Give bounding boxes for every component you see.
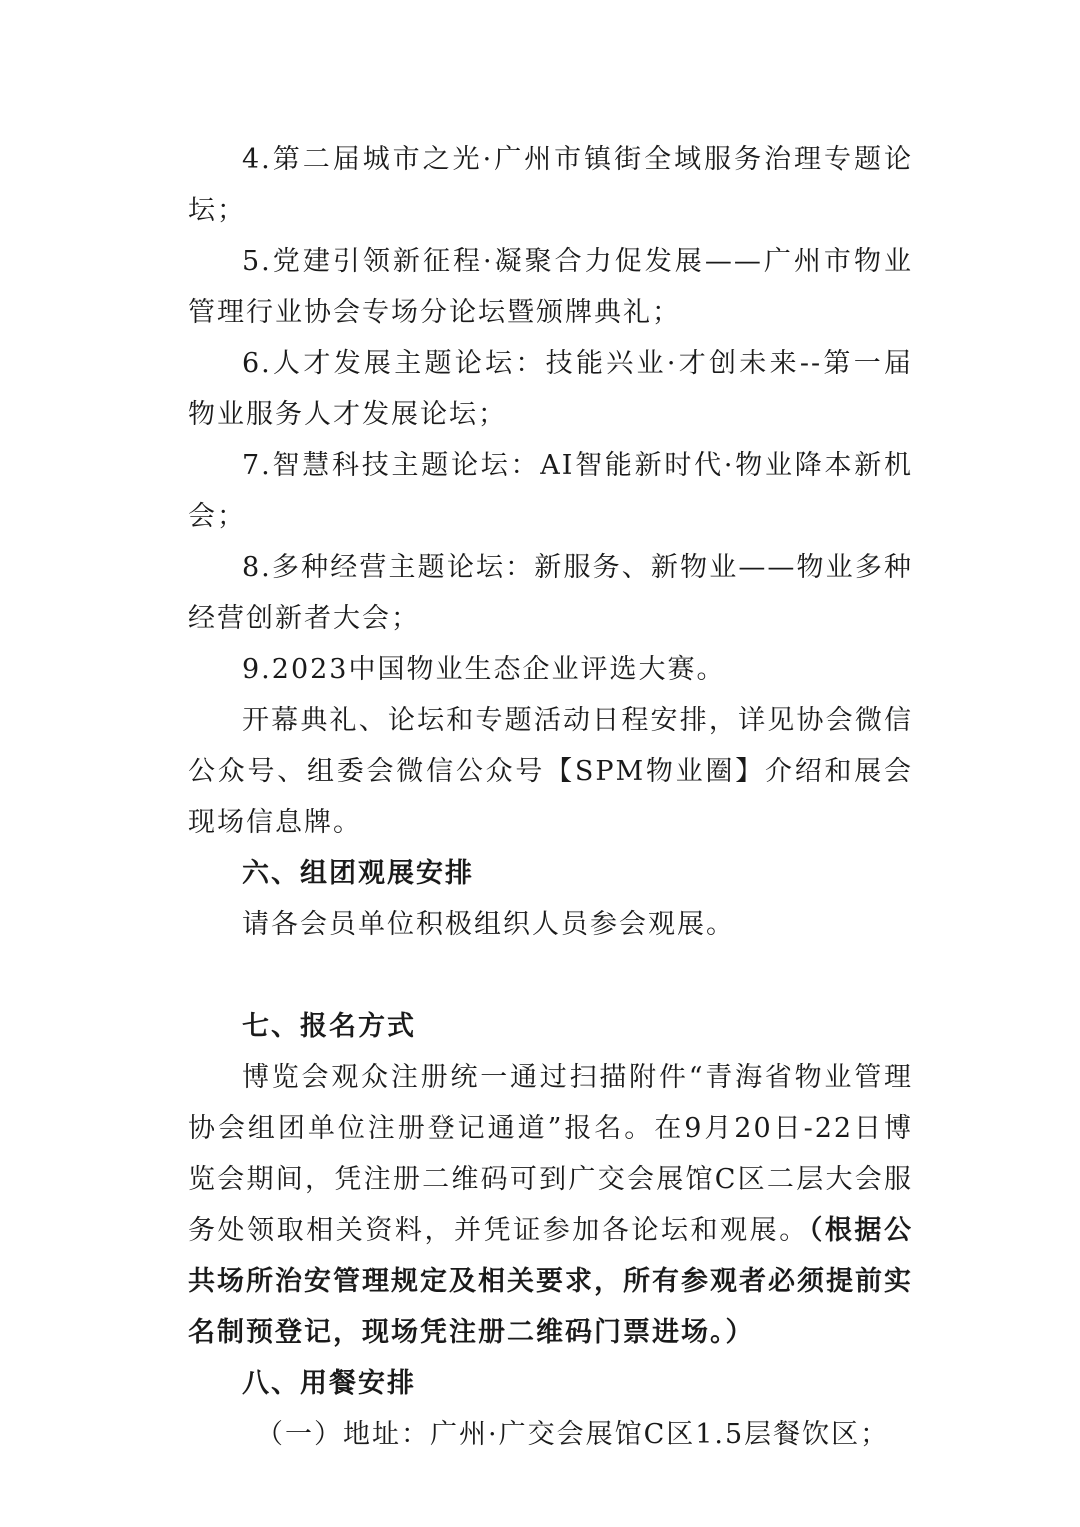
section-7-heading: 七、报名方式 [242,1011,416,1042]
forum-item-7: 7.智慧科技主题论坛：AI智能新时代·物业降本新机会； [188,450,913,532]
document-body [188,134,913,1460]
registration-bold-note: （根据公共场所治安管理规定及相关要求，所有参观者必须提前实名制预登记，现场凭注册二维码门票进场。） [188,1215,913,1348]
section-spacer [188,950,913,1001]
forum-item-4: 4.第二届城市之光·广州市镇街全域服务治理专题论坛； [188,144,913,226]
forum-item-9: 9.2023中国物业生态企业评选大赛。 [242,654,726,685]
section-6-body: 请各会员单位积极组织人员参会观展。 [242,909,735,940]
schedule-note: 开幕典礼、论坛和专题活动日程安排，详见协会微信公众号、组委会微信公众号【SPM物业圈】介绍和展会现场信息牌。 [188,705,913,838]
forum-item-8: 8.多种经营主题论坛：新服务、新物业——物业多种经营创新者大会； [188,552,913,634]
registration-text: 博览会观众注册统一通过扫描附件“青海省物业管理协会组团单位注册登记通道”报名。在9月20日-22日博览会期间，凭注册二维码可到广交会展馆C区二层大会服务处领取相关资料，并凭证参加各论坛和观展。 [188,1062,913,1246]
forum-item-5: 5.党建引领新征程·凝聚合力促发展——广州市物业管理行业协会专场分论坛暨颁牌典礼； [188,246,913,328]
section-6-heading: 六、组团观展安排 [242,858,474,889]
section-7-body [188,1052,913,1358]
forum-item-6: 6.人才发展主题论坛：技能兴业·才创未来--第一届物业服务人才发展论坛； [188,348,913,430]
meal-address: （一）地址：广州·广交会展馆C区1.5层餐饮区； [256,1419,890,1450]
section-8-heading: 八、用餐安排 [242,1368,416,1399]
